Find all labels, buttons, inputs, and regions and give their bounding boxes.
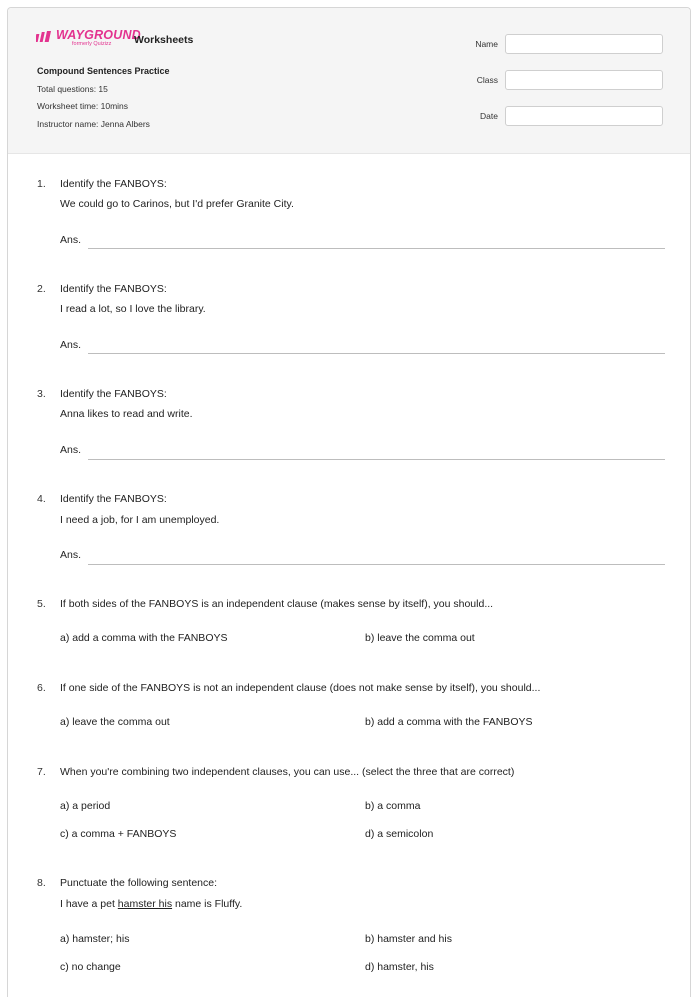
option-a[interactable]: a) leave the comma out (60, 716, 170, 728)
question-prompt: If one side of the FANBOYS is not an independent clause (does not make sense by itself), you should... (60, 682, 541, 694)
product-name: Worksheets (134, 34, 194, 46)
date-field[interactable] (505, 106, 663, 126)
class-field[interactable] (505, 70, 663, 90)
option-c[interactable]: c) no change (60, 961, 121, 973)
worksheet-header (8, 8, 690, 154)
underlined-phrase: hamster his (117, 898, 173, 910)
name-field[interactable] (505, 34, 663, 54)
question-number: 6. (37, 682, 46, 694)
question-sentence: I need a job, for I am unemployed. (60, 514, 220, 526)
question-number: 8. (37, 877, 46, 889)
answer-line[interactable] (88, 459, 665, 460)
logo-subtitle: formerly Quizizz (72, 41, 112, 47)
answer-line[interactable] (88, 564, 665, 565)
option-a[interactable]: a) hamster; his (60, 933, 130, 945)
option-c[interactable]: c) a comma + FANBOYS (60, 828, 177, 840)
class-label: Class (476, 75, 498, 85)
option-a[interactable]: a) add a comma with the FANBOYS (60, 632, 228, 644)
option-b[interactable]: b) a comma (365, 800, 421, 812)
question-prompt: Punctuate the following sentence: (60, 877, 218, 889)
answer-label: Ans. (60, 549, 82, 561)
answer-label: Ans. (60, 444, 82, 456)
question-number: 4. (37, 493, 46, 505)
sentence-end: name is Fluffy. (172, 898, 243, 910)
logo-wordmark: WAYGROUND (56, 28, 141, 42)
question-number: 1. (37, 178, 46, 190)
option-d[interactable]: d) a semicolon (365, 828, 434, 840)
option-a[interactable]: a) a period (60, 800, 111, 812)
option-d[interactable]: d) hamster, his (365, 961, 434, 973)
answer-line[interactable] (88, 353, 665, 354)
question-number: 7. (37, 766, 46, 778)
option-b[interactable]: b) add a comma with the FANBOYS (365, 716, 533, 728)
question-sentence: Anna likes to read and write. (60, 408, 193, 420)
question-prompt: When you're combining two independent clauses, you can use... (select the three that are correct) (60, 766, 515, 778)
question-prompt: If both sides of the FANBOYS is an independent clause (makes sense by itself), you should... (60, 598, 494, 610)
worksheet-time: Worksheet time: 10mins (37, 101, 129, 111)
question-sentence (60, 898, 242, 910)
question-sentence: I read a lot, so I love the library. (60, 303, 206, 315)
worksheet-page (7, 7, 691, 997)
question-sentence: We could go to Carinos, but I'd prefer Granite City. (60, 198, 294, 210)
question-number: 3. (37, 388, 46, 400)
wayground-logo-icon (36, 31, 54, 43)
date-label: Date (480, 111, 498, 121)
question-number: 2. (37, 283, 46, 295)
total-questions: Total questions: 15 (37, 84, 108, 94)
worksheet-title: Compound Sentences Practice (37, 66, 170, 76)
question-prompt: Identify the FANBOYS: (60, 283, 167, 295)
option-b[interactable]: b) hamster and his (365, 933, 452, 945)
instructor-name: Instructor name: Jenna Albers (37, 119, 150, 129)
answer-label: Ans. (60, 234, 82, 246)
question-prompt: Identify the FANBOYS: (60, 178, 167, 190)
question-number: 5. (37, 598, 46, 610)
question-prompt: Identify the FANBOYS: (60, 493, 167, 505)
question-prompt: Identify the FANBOYS: (60, 388, 167, 400)
sentence-start: I have a pet (60, 898, 118, 910)
answer-label: Ans. (60, 339, 82, 351)
name-label: Name (475, 39, 498, 49)
option-b[interactable]: b) leave the comma out (365, 632, 475, 644)
answer-line[interactable] (88, 248, 665, 249)
